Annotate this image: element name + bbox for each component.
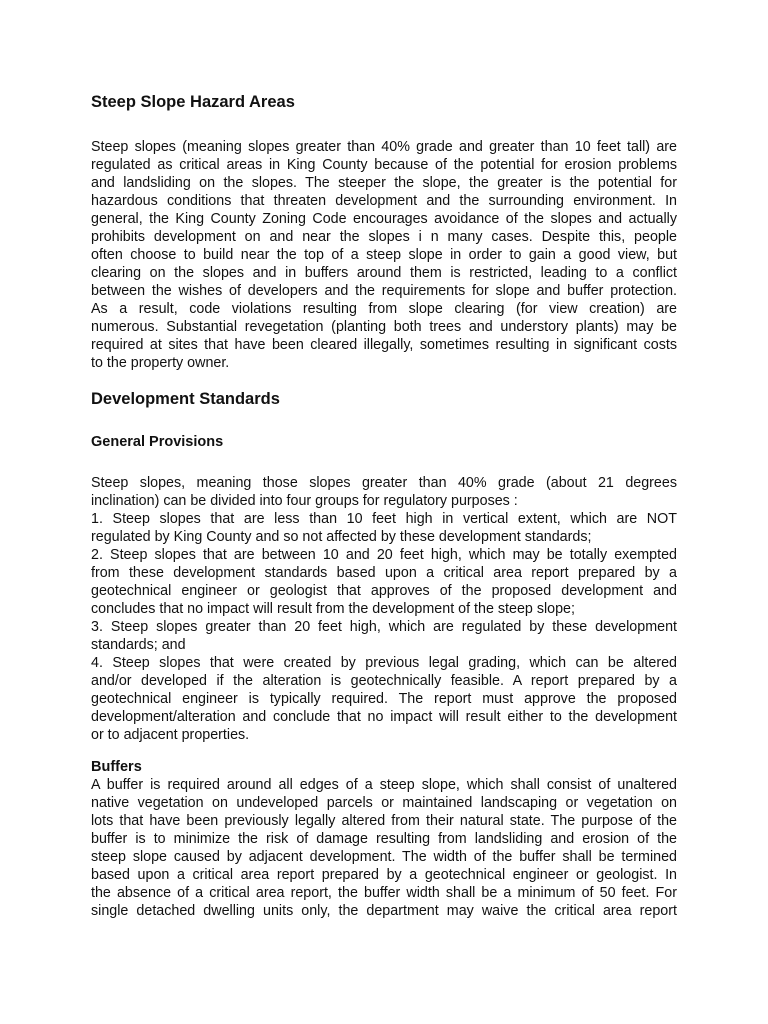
general-line: inclination) can be divided into four groups for regulatory purposes : [91, 493, 518, 509]
general-line: from these development standards based upon a critical area report prepared by a [91, 565, 677, 581]
general-line: development/alteration and conclude that no impact will result either to the development [91, 709, 677, 725]
subheading-buffers: Buffers [91, 759, 142, 775]
general-line: regulated by King County and so not affected by these development standards; [91, 529, 592, 545]
intro-line: Steep slopes (meaning slopes greater than 40% grade and greater than 10 feet tall) are [91, 139, 677, 155]
subheading-general-provisions: General Provisions [91, 434, 224, 450]
general-line: 4. Steep slopes that were created by previous legal grading, which can be altered [91, 655, 677, 671]
intro-line: and landsliding on the slopes. The steeper the slope, the greater is the potential for [91, 175, 677, 191]
intro-line: between the wishes of developers and the requirements for slope and buffer protection. [91, 283, 677, 299]
intro-line: As a result, code violations resulting from slope clearing (for view creation) are [91, 301, 677, 317]
general-line: 3. Steep slopes greater than 20 feet high, which are regulated by these development [91, 619, 677, 635]
general-line: geotechnical engineer is typically required. The report must approve the proposed [91, 691, 677, 707]
intro-line: numerous. Substantial revegetation (planting both trees and understory plants) may be [91, 319, 677, 335]
general-line: or to adjacent properties. [91, 727, 250, 743]
buffers-line: native vegetation on undeveloped parcels or maintained landscaping or vegetation on [91, 795, 677, 811]
buffers-paragraph [91, 776, 677, 920]
intro-line: regulated as critical areas in King County because of the potential for erosion problems [91, 157, 677, 173]
general-line: and/or developed if the alteration is geotechnically feasible. A report prepared by a [91, 673, 677, 689]
heading-development-standards: Development Standards [91, 390, 280, 408]
general-line: geotechnical engineer or geologist that approves of the proposed development and [91, 583, 677, 599]
general-line: 1. Steep slopes that are less than 10 feet high in vertical extent, which are NOT [91, 511, 677, 527]
general-provisions-paragraph [91, 474, 677, 744]
intro-line: required at sites that have been cleared illegally, sometimes resulting in significant costs [91, 337, 677, 353]
buffers-line: based upon a critical area report prepared by a geotechnical engineer or geologist. In [91, 867, 677, 883]
buffers-line: lots that have been previously legally altered from their natural state. The purpose of the [91, 813, 677, 829]
intro-line: often choose to build near the top of a steep slope in order to gain a good view, but [91, 247, 677, 263]
general-line: Steep slopes, meaning those slopes greater than 40% grade (about 21 degrees [91, 475, 677, 491]
intro-paragraph [91, 138, 677, 372]
general-line: standards; and [91, 637, 186, 653]
buffers-line: steep slope caused by adjacent development. The width of the buffer shall be termined [91, 849, 677, 865]
buffers-line: A buffer is required around all edges of a steep slope, which shall consist of unaltered [91, 777, 677, 793]
general-line: 2. Steep slopes that are between 10 and 20 feet high, which may be totally exempted [91, 547, 677, 563]
heading-steep-slope-hazard-areas: Steep Slope Hazard Areas [91, 93, 295, 111]
buffers-line: buffer is to minimize the risk of damage resulting from landsliding and erosion of the [91, 831, 677, 847]
general-line: concludes that no impact will result from the development of the steep slope; [91, 601, 575, 617]
buffers-line: single detached dwelling units only, the department may waive the critical area report [91, 903, 677, 919]
intro-line: hazardous conditions that threaten development and the surrounding environment. In [91, 193, 677, 209]
intro-line: to the property owner. [91, 355, 230, 371]
intro-line: prohibits development on and near the slopes i n many cases. Despite this, people [91, 229, 677, 245]
intro-line: clearing on the slopes and in buffers around them is restricted, leading to a conflict [91, 265, 677, 281]
intro-line: general, the King County Zoning Code encourages avoidance of the slopes and actually [91, 211, 677, 227]
buffers-line: the absence of a critical area report, the buffer width shall be a minimum of 50 feet. For [91, 885, 677, 901]
